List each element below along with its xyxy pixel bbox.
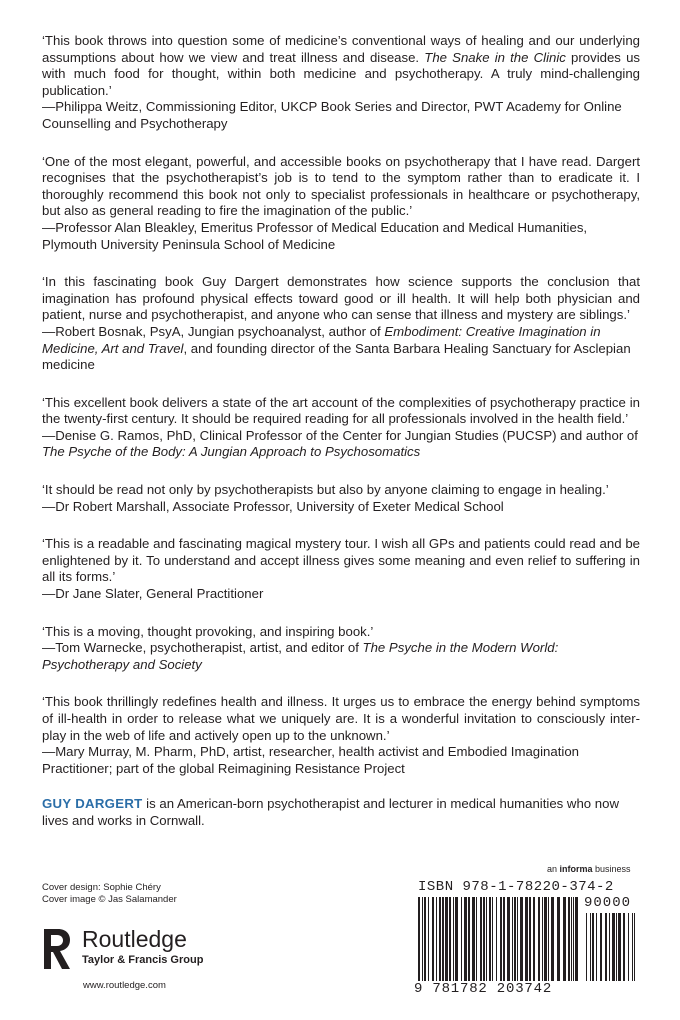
review-attribution: —Dr Robert Marshall, Associate Professor, University of Exeter Medical School (42, 498, 504, 514)
barcode-addon-text: 90000 (584, 895, 632, 911)
review (42, 624, 640, 674)
review (42, 274, 640, 374)
barcode-bar (486, 897, 487, 981)
barcode-bar (512, 897, 513, 981)
barcode-bar (480, 897, 482, 981)
isbn-text: ISBN 978-1-78220-374-2 (418, 879, 614, 895)
routledge-logo (42, 925, 242, 975)
barcode-addon-bar (616, 913, 617, 981)
ean-text: 9 781782 203742 (414, 981, 553, 997)
review (42, 536, 640, 602)
barcode-bar (483, 897, 485, 981)
barcode-addon-bar (586, 913, 587, 981)
review-quote: ‘This excellent book delivers a state of the art account of the complexities of psychotherapy practice in the twenty-first century. It should be required reading for all professionals involved in the health field.’ (42, 394, 640, 427)
barcode-bar (568, 897, 570, 981)
barcode-addon-bar (609, 913, 610, 981)
barcode-bar (525, 897, 528, 981)
barcode-bar (507, 897, 510, 981)
barcode-bar (571, 897, 572, 981)
cover-design-credit: Cover design: Sophie Chéry (42, 882, 161, 893)
barcode-bar (489, 897, 491, 981)
barcode-addon-bar (600, 913, 602, 981)
barcode-addon-bar (623, 913, 625, 981)
barcode-bar (573, 897, 574, 981)
barcode-bar (424, 897, 426, 981)
barcode-bar (476, 897, 477, 981)
publisher-group: Taylor & Francis Group (82, 954, 204, 966)
barcode-bar (453, 897, 454, 981)
informa-business-label: an informa business (547, 864, 631, 874)
review-attribution: —Philippa Weitz, Commissioning Editor, UKCP Book Series and Director, PWT Academy for Online Counselling and Psychotherapy (42, 99, 622, 131)
barcode-bar (563, 897, 566, 981)
barcode-addon-bar (612, 913, 615, 981)
review-attribution: —Tom Warnecke, psychotherapist, artist, and editor of The Psyche in the Modern World: Psychotherapy and Society (42, 640, 559, 672)
barcode-bar (445, 897, 448, 981)
review-quote: ‘This book thrillingly redefines health and illness. It urges us to embrace the energy behind symptoms of ill-health in order to release what we uniquely are. It is a wonderful invitation to consciously inter-play in the web of life and actively open up to the unknown.’ (42, 694, 640, 743)
barcode-addon-bar (628, 913, 629, 981)
barcode-bar (439, 897, 441, 981)
barcode-bar (442, 897, 444, 981)
barcode-bar (436, 897, 437, 981)
barcode-bar (496, 897, 497, 981)
barcode-bar (533, 897, 535, 981)
barcode-bar (542, 897, 543, 981)
barcode-bar (500, 897, 502, 981)
barcode-bar (422, 897, 423, 981)
barcode-bar (544, 897, 547, 981)
review-quote: ‘It should be read not only by psychotherapists but also by anyone claiming to engage in healing.’ (42, 482, 609, 498)
barcode-bar (432, 897, 434, 981)
review (42, 395, 640, 461)
cover-image-credit: Cover image © Jas Salamander (42, 894, 177, 905)
reviews-section (42, 33, 640, 798)
barcode-bar (503, 897, 505, 981)
barcode-addon-bar (605, 913, 607, 981)
review-quote: ‘This is a readable and fascinating magical mystery tour. I wish all GPs and patients could read and be enlightened by it. To understand and accept illness gives some meaning and even relief to suffering in all its forms.’ (42, 536, 640, 585)
barcode-bar (449, 897, 451, 981)
barcode-addon-bar (618, 913, 621, 981)
isbn-barcode (412, 877, 640, 999)
barcode-addon-bar (596, 913, 597, 981)
barcode-bar (520, 897, 523, 981)
barcode-bar (468, 897, 470, 981)
review-quote: ‘One of the most elegant, powerful, and accessible books on psychotherapy that I have read. Dargert recognises that the psychotherapist’s job is to tend to the symptom rather than to eradicate it. I thoroughly recommend this book not only to specialist professionals in healthcare or psychotherapy, but also as general reading to fire the imagination of the public.’ (42, 153, 640, 219)
review-attribution: —Professor Alan Bleakley, Emeritus Professor of Medical Education and Medical Humanities, Plymouth University Peninsula School of Medicine (42, 219, 588, 252)
publisher-name: Routledge (82, 926, 187, 952)
barcode-bar (464, 897, 467, 981)
review-attribution: —Mary Murray, M. Pharm, PhD, artist, researcher, health activist and Embodied Imagination Practitioner; part of the global Reimagining Resistance Project (42, 744, 579, 776)
routledge-r-icon (42, 927, 72, 971)
review-quote: ‘This book throws into question some of medicine’s conventional ways of healing and our underlying assumptions about how we view and treat illness and disease. The Snake in the Clinic provides us with much food for thought, within both medicine and psychotherapy. A truly mind-challenging publication.’ (42, 33, 640, 98)
review (42, 482, 640, 515)
review (42, 33, 640, 133)
barcode-bars-icon (418, 897, 638, 981)
review-attribution: —Dr Jane Slater, General Practitioner (42, 586, 264, 602)
barcode-bar (517, 897, 518, 981)
author-bio (42, 795, 640, 829)
review-quote: ‘In this fascinating book Guy Dargert demonstrates how science supports the conclusion that imagination has profound physical effects toward good or ill health. It will help both physician and patient, nurse and psychotherapist, and anyone who can sense that illness and mystery are siblings.’ (42, 274, 640, 323)
barcode-bar (514, 897, 516, 981)
barcode-bar (492, 897, 493, 981)
barcode-bar (472, 897, 475, 981)
cover-credits (42, 882, 177, 906)
barcode-bar (428, 897, 429, 981)
author-bio-text: is an American-born psychotherapist and lecturer in medical humanities who now lives and works in Cornwall. (42, 796, 619, 828)
barcode-bar (461, 897, 462, 981)
barcode-addon-bar (632, 913, 633, 981)
barcode-addon-bar (634, 913, 635, 981)
barcode-bar (548, 897, 549, 981)
barcode-bar (455, 897, 458, 981)
review (42, 694, 640, 777)
barcode-bar (557, 897, 560, 981)
barcode-bar (538, 897, 540, 981)
review (42, 154, 640, 254)
barcode-addon-bar (590, 913, 591, 981)
review-quote: ‘This is a moving, thought provoking, and inspiring book.’ (42, 623, 374, 639)
review-attribution: —Denise G. Ramos, PhD, Clinical Professor of the Center for Jungian Studies (PUCSP) and author of The Psyche of the Body: A Jungian Approach to Psychosomatics (42, 427, 638, 460)
author-name: GUY DARGERT (42, 796, 143, 811)
barcode-bar (418, 897, 420, 981)
review-attribution: —Robert Bosnak, PsyA, Jungian psychoanalyst, author of Embodiment: Creative Imagination in Medicine, Art and Travel, and founding director of the Santa Barbara Healing Sanctuary for Asclepian medicine (42, 323, 631, 373)
barcode-bar (551, 897, 554, 981)
barcode-bar (529, 897, 531, 981)
publisher-website[interactable]: www.routledge.com (83, 980, 166, 991)
barcode-addon-bar (592, 913, 594, 981)
barcode-bar (575, 897, 578, 981)
